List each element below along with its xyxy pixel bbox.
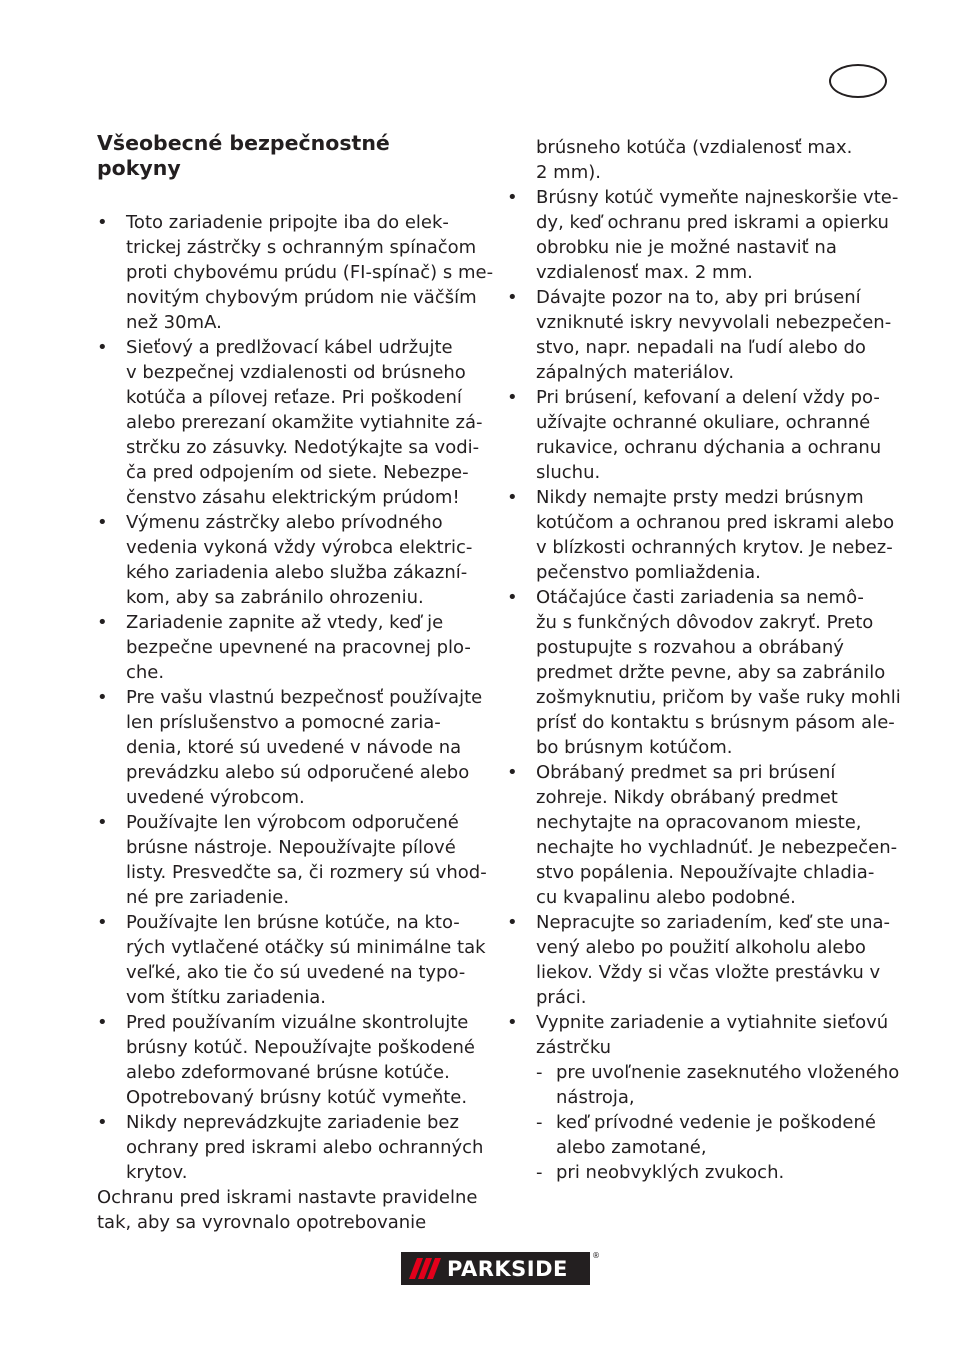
- text-line: krytov.: [126, 1162, 188, 1183]
- bullet-item: [97, 685, 497, 810]
- text-line: alebo zamotané,: [556, 1137, 707, 1158]
- bullet-icon: •: [97, 1012, 108, 1033]
- text-line: pri neobvyklých zvukoch.: [556, 1162, 785, 1183]
- text-line: predmet držte pevne, aby sa zabránilo: [536, 662, 886, 683]
- text-line: dy, keď ochranu pred iskrami a opierku: [536, 212, 889, 233]
- text-line: Dávajte pozor na to, aby pri brúsení: [536, 287, 861, 308]
- bullet-item: [97, 910, 497, 1010]
- text-line: ochrany pred iskrami alebo ochranných: [126, 1137, 484, 1158]
- paragraph: [97, 1185, 497, 1235]
- bullet-icon: •: [507, 487, 518, 508]
- bullet-item: [97, 1010, 497, 1110]
- text-line: užívajte ochranné okuliare, ochranné: [536, 412, 871, 433]
- language-badge: [829, 64, 887, 98]
- text-line: vom štítku zariadenia.: [126, 987, 326, 1008]
- bullet-icon: •: [507, 762, 518, 783]
- text-line: strčku zo zásuvky. Nedotýkajte sa vodi-: [126, 437, 480, 458]
- text-line: pre uvoľnenie zaseknutého vloženého: [556, 1062, 900, 1083]
- bullet-icon: •: [97, 512, 108, 533]
- text-line: obrobku nie je možné nastaviť na: [536, 237, 837, 258]
- text-line: rukavice, ochranu dýchania a ochranu: [536, 437, 882, 458]
- right-column: [507, 135, 907, 1185]
- text-line: rých vytlačené otáčky sú minimálne tak: [126, 937, 486, 958]
- text-line: práci.: [536, 987, 587, 1008]
- text-line: alebo prerezaní okamžite vytiahnite zá-: [126, 412, 483, 433]
- text-line: Zariadenie zapnite až vtedy, keď je: [126, 612, 444, 633]
- text-line: Obrábaný predmet sa pri brúsení: [536, 762, 836, 783]
- text-line: Otáčajúce časti zariadenia sa nemô-: [536, 587, 864, 608]
- registered-mark: ®: [592, 1251, 600, 1260]
- text-line: Výmenu zástrčky alebo prívodného: [126, 512, 443, 533]
- text-line: veľké, ako tie čo sú uvedené na typo-: [126, 962, 466, 983]
- text-line: vzniknuté iskry nevyvolali nebezpečen-: [536, 312, 892, 333]
- bullet-icon: •: [97, 687, 108, 708]
- bullet-item: [507, 485, 907, 585]
- text-line: než 30mA.: [126, 312, 222, 333]
- text-line: zošmyknutiu, pričom by vaše ruky mohli: [536, 687, 901, 708]
- text-line: nechajte ho vychladnúť. Je nebezpečen-: [536, 837, 898, 858]
- bullet-item: [97, 610, 497, 685]
- bullet-item: [507, 285, 907, 385]
- text-line: Pre vašu vlastnú bezpečnosť používajte: [126, 687, 483, 708]
- text-line: vzdialenosť max. 2 mm.: [536, 262, 753, 283]
- text-line: čenstvo zásahu elektrickým prúdom!: [126, 487, 460, 508]
- text-line: bo brúsnym kotúčom.: [536, 737, 733, 758]
- bullet-item: [97, 810, 497, 910]
- bullet-icon: •: [507, 187, 518, 208]
- text-line: kotúča a pílovej reťaze. Pri poškodení: [126, 387, 462, 408]
- bullet-icon: •: [507, 1012, 518, 1033]
- text-line: Nepracujte so zariadením, keď ste una-: [536, 912, 891, 933]
- text-line: stvo, napr. nepadali na ľudí alebo do: [536, 337, 866, 358]
- text-line: Sieťový a predlžovací kábel udržujte: [126, 337, 453, 358]
- text-line: stvo popálenia. Nepoužívajte chladia-: [536, 862, 875, 883]
- bullet-item: [97, 210, 497, 335]
- text-line: zápalných materiálov.: [536, 362, 735, 383]
- bullet-icon: •: [97, 912, 108, 933]
- bullet-item: [507, 585, 907, 760]
- section-heading: [97, 131, 497, 181]
- dash-icon: -: [536, 1162, 543, 1183]
- logo-stripes-icon: [401, 1252, 445, 1285]
- text-line: Pred používaním vizuálne skontrolujte: [126, 1012, 469, 1033]
- text-line: brúsneho kotúča (vzdialenosť max.: [536, 137, 853, 158]
- text-line: zohreje. Nikdy obrábaný predmet: [536, 787, 838, 808]
- bullet-icon: •: [507, 287, 518, 308]
- bullet-icon: •: [97, 212, 108, 233]
- bullet-item: [97, 335, 497, 510]
- text-line: Používajte len výrobcom odporučené: [126, 812, 459, 833]
- text-line: Vypnite zariadenie a vytiahnite sieťovú: [536, 1012, 889, 1033]
- dash-icon: -: [536, 1062, 543, 1083]
- text-line: sluchu.: [536, 462, 601, 483]
- text-line: trickej zástrčky s ochranným spínačom: [126, 237, 477, 258]
- bullet-icon: •: [97, 612, 108, 633]
- text-line: vedenia vykoná vždy výrobca elektric-: [126, 537, 473, 558]
- text-line: Nikdy neprevádzkujte zariadenie bez: [126, 1112, 459, 1133]
- text-line: listy. Presvedčte sa, či rozmery sú vhod-: [126, 862, 487, 883]
- text-line: 2 mm).: [536, 162, 601, 183]
- text-line: alebo zdeformované brúsne kotúče.: [126, 1062, 450, 1083]
- text-line: žu s funkčných dôvodov zakryť. Preto: [536, 612, 874, 633]
- bullet-item: [507, 760, 907, 910]
- parkside-logo: [401, 1252, 590, 1285]
- text-line: brúsny kotúč. Nepoužívajte poškodené: [126, 1037, 475, 1058]
- text-line: Používajte len brúsne kotúče, na kto-: [126, 912, 460, 933]
- text-line: len príslušenstvo a pomocné zaria-: [126, 712, 441, 733]
- logo-text: PARKSIDE: [447, 1256, 568, 1281]
- text-line: bezpečne upevnené na pracovnej plo-: [126, 637, 471, 658]
- text-line: nástroja,: [556, 1087, 635, 1108]
- text-line: Ochranu pred iskrami nastavte pravidelne: [97, 1187, 478, 1208]
- bullet-item: [507, 185, 907, 285]
- bullet-item: [97, 1110, 497, 1185]
- text-line: Toto zariadenie pripojte iba do elek-: [126, 212, 449, 233]
- text-line: kom, aby sa zabránilo ohrozeniu.: [126, 587, 424, 608]
- dash-item: [507, 1160, 907, 1185]
- text-line: liekov. Vždy si včas vložte prestávku v: [536, 962, 881, 983]
- bullet-icon: •: [507, 387, 518, 408]
- text-line: nechytajte na opracovanom mieste,: [536, 812, 862, 833]
- text-line: tak, aby sa vyrovnalo opotrebovanie: [97, 1212, 427, 1233]
- text-line: pečenstvo pomliaždenia.: [536, 562, 761, 583]
- text-line: denia, ktoré sú uvedené v návode na: [126, 737, 462, 758]
- text-line: brúsne nástroje. Nepoužívajte pílové: [126, 837, 456, 858]
- text-line: novitým chybovým prúdom nie väčším: [126, 287, 477, 308]
- text-line: Pri brúsení, kefovaní a delení vždy po-: [536, 387, 880, 408]
- text-line: Opotrebovaný brúsny kotúč vymeňte.: [126, 1087, 468, 1108]
- text-line: v bezpečnej vzdialenosti od brúsneho: [126, 362, 466, 383]
- continued-paragraph: [507, 135, 907, 185]
- bullet-icon: •: [507, 587, 518, 608]
- text-line: che.: [126, 662, 165, 683]
- bullet-icon: •: [97, 812, 108, 833]
- text-line: postupujte s rozvahou a obrábaný: [536, 637, 844, 658]
- text-line: keď prívodné vedenie je poškodené: [556, 1112, 876, 1133]
- text-line: v blízkosti ochranných krytov. Je nebez-: [536, 537, 893, 558]
- text-line: Nikdy nemajte prsty medzi brúsnym: [536, 487, 864, 508]
- heading-line: Všeobecné bezpečnostné: [97, 131, 390, 155]
- heading-line: pokyny: [97, 156, 181, 180]
- text-line: proti chybovému prúdu (FI-spínač) s me-: [126, 262, 494, 283]
- text-line: Brúsny kotúč vymeňte najneskoršie vte-: [536, 187, 899, 208]
- bullet-item: [507, 385, 907, 485]
- text-line: ča pred odpojením od siete. Nebezpe-: [126, 462, 469, 483]
- dash-item: [507, 1110, 907, 1160]
- bullet-item: [507, 910, 907, 1010]
- dash-icon: -: [536, 1112, 543, 1133]
- text-line: prísť do kontaktu s brúsnym pásom ale-: [536, 712, 895, 733]
- bullet-item: [97, 510, 497, 610]
- bullet-icon: •: [97, 337, 108, 358]
- text-line: cu kvapalinu alebo podobné.: [536, 887, 796, 908]
- text-line: kého zariadenia alebo služba zákazní-: [126, 562, 468, 583]
- text-line: kotúčom a ochranou pred iskrami alebo: [536, 512, 895, 533]
- text-line: zástrčku: [536, 1037, 612, 1058]
- left-column: [97, 210, 497, 1235]
- bullet-item: [507, 1010, 907, 1060]
- dash-item: [507, 1060, 907, 1110]
- text-line: uvedené výrobcom.: [126, 787, 305, 808]
- text-line: prevádzku alebo sú odporučené alebo: [126, 762, 470, 783]
- text-line: vený alebo po použití alkoholu alebo: [536, 937, 866, 958]
- bullet-icon: •: [97, 1112, 108, 1133]
- text-line: né pre zariadenie.: [126, 887, 290, 908]
- bullet-icon: •: [507, 912, 518, 933]
